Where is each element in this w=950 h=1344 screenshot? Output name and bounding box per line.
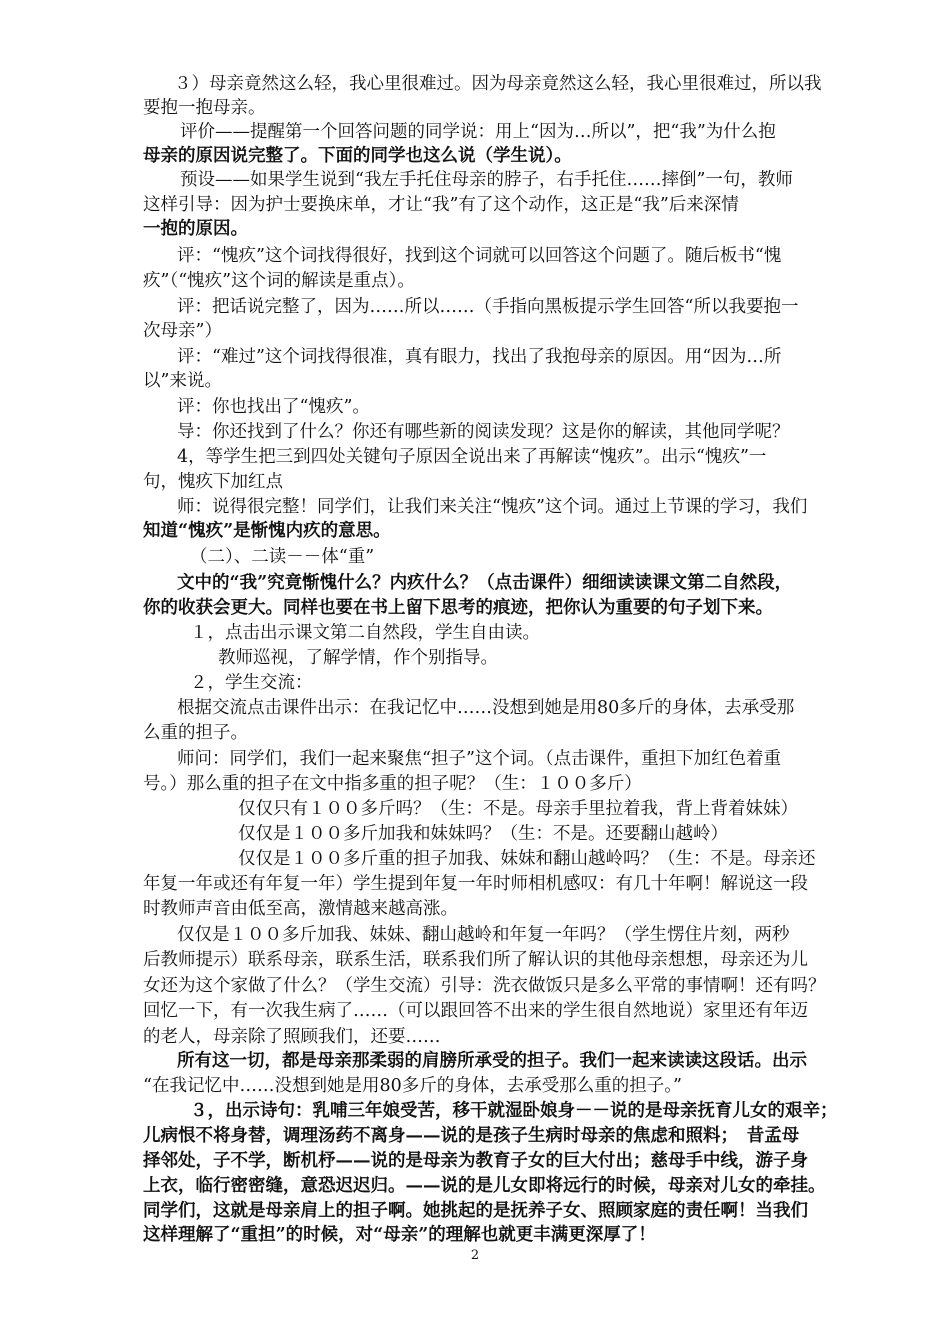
text-line: 回忆一下，有一次我生病了……（可以跟回答不出来的学生很自然地说）家里还有年迈 [143,1001,808,1021]
text-line: 仅仅是１００多斤加我和妹妹吗？（生：不是。还要翻山越岭） [238,824,728,844]
text-line: 教师巡视，了解学情，作个别指导。 [218,648,498,668]
text-line: 评：“难过”这个词找得很准，真有眼力，找出了我抱母亲的原因。用“因为…所 [177,347,782,367]
text-line: 仅仅是１００多斤加我、妹妹、翻山越岭和年复一年吗？（学生愣住片刻，两秒 [177,925,790,945]
text-line: 同学们，这就是母亲肩上的担子啊。她挑起的是抚养子女、照顾家庭的责任啊！当我们 [143,1201,808,1221]
text-line: 女还为这个家做了什么？（学生交流）引导：洗衣做饭只是多么平常的事情啊！还有吗？ [143,976,826,996]
text-line: 年复一年或还有年复一年）学生提到年复一年时师相机感叹：有几十年啊！解说这一段 [143,874,808,894]
text-line: 上衣，临行密密缝，意恐迟迟归。——说的是儿女即将远行的时候，母亲对儿女的牵挂。 [143,1176,826,1196]
text-line: 这样引导：因为护士要换床单，才让“我”有了这个动作，这正是“我”后来深情 [143,195,739,215]
text-line: 师问：同学们，我们一起来聚焦“担子”这个词。（点击课件，重担下加红色着重 [177,749,782,769]
text-line: 句，愧疚下加红点 [143,472,283,492]
page-number: 2 [470,1248,480,1263]
text-line: 所有这一切，都是母亲那柔弱的肩膀所承受的担子。我们一起来读读这段话。出示 [177,1051,807,1071]
text-line: 你的收获会更大。同样也要在书上留下思考的痕迹，把你认为重要的句子划下来。 [143,598,773,618]
text-line: 预设——如果学生说到“我左手托住母亲的脖子，右手托住……摔倒”一句，教师 [180,170,793,190]
text-line: 一抱的原因。 [143,219,248,239]
text-line: 时教师声音由低至高，激情越来越高涨。 [143,899,458,919]
text-line: 评价——提醒第一个回答问题的同学说：用上“因为…所以”，把“我”为什么抱 [180,122,776,142]
text-line: 知道“愧疚”是惭愧内疚的意思。 [143,521,391,541]
section-heading: （二）、二读－－体“重” [190,547,375,567]
text-line: 仅仅是１００多斤重的担子加我、妹妹和翻山越岭吗？（生：不是。母亲还 [238,849,816,869]
text-line: 儿病恨不将身替，调理汤药不离身——说的是孩子生病时母亲的焦虑和照料； 昔孟母 [143,1126,800,1146]
text-line: 择邻处，子不学，断机杼——说的是母亲为教育子女的巨大付出；慈母手中线，游子身 [143,1151,808,1171]
text-line: １，点击出示课文第二自然段，学生自由读。 [190,623,540,643]
text-line: ２，学生交流： [190,673,313,693]
text-line: 师：说得很完整！同学们，让我们来关注“愧疚”这个词。通过上节课的学习，我们 [177,497,808,517]
text-line: 导：你还找到了什么？你还有哪些新的阅读发现？这是你的解读，其他同学呢？ [177,422,790,442]
text-line: 后教师提示）联系母亲，联系生活，联系我们所了解认识的其他母亲想想，母亲还为儿 [143,950,808,970]
text-line: 母亲的原因说完整了。下面的同学也这么说（学生说）。 [143,146,572,166]
text-line: 仅仅只有１００多斤吗？（生：不是。母亲手里拉着我，背上背着妹妹） [238,799,798,819]
text-line: 评：“愧疚”这个词找得很好，找到这个词就可以回答这个问题了。随后板书“愧 [177,246,782,266]
text-line: 评：你也找出了“愧疚”。 [177,397,370,417]
text-line: 这样理解了“重担”的时候，对“母亲”的理解也就更丰满更深厚了！ [143,1225,656,1245]
text-line: 么重的担子。 [143,723,248,743]
text-line: 要抱一抱母亲。 [143,98,266,118]
text-line: 疚”（“愧疚”这个词的解读是重点）。 [143,271,415,291]
text-line: 评：把话说完整了，因为……所以……（手指向黑板提示学生回答“所以我要抱一 [177,297,799,317]
text-line: 以”来说。 [143,371,222,391]
text-line: 4，等学生把三到四处关键句子原因全说出来了再解读“愧疚”。出示“愧疚”一 [177,447,767,467]
text-line: ３，出示诗句：乳哺三年娘受苦，移干就湿卧娘身－－说的是母亲抚育儿女的艰辛； [190,1101,838,1121]
text-line: ３）母亲竟然这么轻，我心里很难过。因为母亲竟然这么轻，我心里很难过，所以我 [174,74,822,94]
text-line: “在我记忆中……没想到她是用80多斤的身体，去承受那么重的担子。” [143,1076,682,1096]
text-line: 根据交流点击课件出示：在我记忆中……没想到她是用80多斤的身体，去承受那 [177,698,795,718]
text-line: 文中的“我”究竟惭愧什么？内疚什么？（点击课件）细细读读课文第二自然段， [177,573,793,593]
text-line: 号。）那么重的担子在文中指多重的担子呢？（生：１００多斤） [143,774,642,794]
text-line: 次母亲”） [143,321,222,341]
text-line: 的老人，母亲除了照顾我们，还要…… [143,1027,441,1047]
